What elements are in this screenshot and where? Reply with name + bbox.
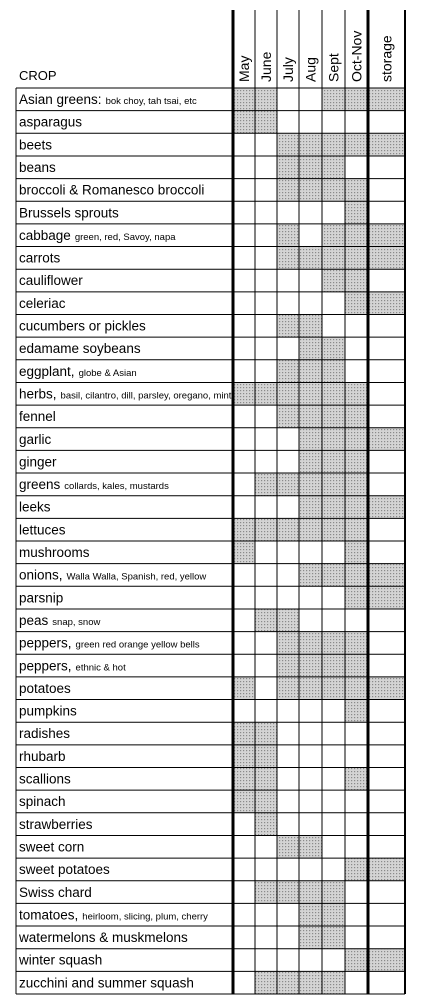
shaded-cell [255,88,277,111]
crop-name: spinach [19,794,66,810]
shaded-cell [277,224,299,247]
crop-name: onions, Walla Walla, Spanish, red, yellow [19,567,207,583]
shaded-cell [233,382,255,405]
shaded-cell [255,111,277,134]
shaded-cell [233,768,255,791]
shaded-cell [255,722,277,745]
shaded-cell [322,405,345,428]
crop-name: cauliflower [19,273,83,289]
shaded-cell [299,179,322,202]
month-label: May [236,55,252,82]
crop-name: strawberries [19,816,93,832]
crop-note: collards, kales, mustards [64,481,169,493]
crop-note: ethnic & hot [75,662,126,674]
crop-name: peas snap, snow [19,612,101,628]
shaded-cell [322,450,345,473]
shaded-cell [368,564,405,587]
shaded-cell [345,405,368,428]
crop-name: radishes [19,726,71,742]
shaded-cell [299,632,322,655]
shaded-cell [233,541,255,564]
shaded-cell [345,700,368,723]
shaded-cell [277,360,299,383]
shaded-cell [322,133,345,156]
shaded-cell [277,632,299,655]
shaded-cell [322,926,345,949]
crop-name: ginger [19,454,57,470]
shaded-cell [277,473,299,496]
shaded-cell [277,654,299,677]
crop-name: pumpkins [19,703,77,719]
shaded-cell [277,971,299,994]
shaded-cell [345,654,368,677]
shaded-cell [322,382,345,405]
crop-name: Swiss chard [19,884,92,900]
crop-name: peppers, green red orange yellow bells [19,635,200,651]
shaded-cell [299,881,322,904]
shaded-cell [299,518,322,541]
shaded-cell [322,360,345,383]
shaded-cell [345,428,368,451]
shaded-cell [233,88,255,111]
crop-name: broccoli & Romanesco broccoli [19,182,205,198]
shaded-cell [299,337,322,360]
crop-name: Asian greens: bok choy, tah tsai, etc [19,92,197,107]
shaded-cell [345,586,368,609]
shaded-cell [277,881,299,904]
crop-name: fennel [19,409,56,425]
crop-note: green, red, Savoy, napa [74,231,176,243]
shaded-cell [345,247,368,270]
crop-name: leeks [19,499,51,515]
shaded-cell [345,88,368,111]
crop-name: zucchini and summer squash [19,975,194,991]
shaded-cell [255,609,277,632]
shaded-cell [233,111,255,134]
shaded-cell [255,518,277,541]
shaded-cell [322,971,345,994]
shaded-cell [255,768,277,791]
month-label: Oct-Nov [348,30,365,82]
shaded-cell [368,496,405,519]
month-label: storage [378,35,395,82]
shaded-cell [299,450,322,473]
shaded-cell [345,179,368,202]
shaded-cell [345,201,368,224]
shaded-cell [299,360,322,383]
shaded-cell [255,382,277,405]
shaded-cell [299,315,322,338]
shaded-cell [255,473,277,496]
crop-name: scallions [19,771,71,787]
shaded-cell [322,677,345,700]
shaded-cell [345,292,368,315]
shaded-cell [322,269,345,292]
shaded-cell [345,564,368,587]
crop-name: rhubarb [19,748,66,764]
crop-name: cucumbers or pickles [19,318,146,334]
shaded-cell [345,224,368,247]
shaded-cell [322,654,345,677]
shaded-cell [345,496,368,519]
shaded-cell [277,315,299,338]
shaded-cell [299,903,322,926]
shaded-cell [233,677,255,700]
shaded-cell [322,564,345,587]
shaded-cell [322,518,345,541]
shaded-cell [299,564,322,587]
shaded-cell [322,88,345,111]
shaded-cell [368,88,405,111]
shaded-cell [368,677,405,700]
crop-note: heirloom, slicing, plum, cherry [82,911,208,923]
shaded-cell [322,179,345,202]
crop-name: lettuces [19,522,66,538]
crop-name: tomatoes, heirloom, slicing, plum, cherry [19,907,208,923]
shaded-cell [368,586,405,609]
crop-name: winter squash [19,952,103,968]
shaded-cell [368,949,405,972]
shaded-cell [322,337,345,360]
shaded-cell [368,428,405,451]
crop-name: eggplant, globe & Asian [19,363,137,379]
shaded-cell [322,156,345,179]
shaded-cell [345,541,368,564]
shaded-cell [322,247,345,270]
shaded-cell [299,926,322,949]
shaded-cell [322,881,345,904]
shaded-cell [345,768,368,791]
shaded-cell [322,473,345,496]
shaded-cell [345,949,368,972]
shaded-cell [299,382,322,405]
shaded-cell [322,224,345,247]
shaded-cell [299,496,322,519]
shaded-cell [233,518,255,541]
month-headers [236,31,395,82]
shaded-cell [255,745,277,768]
shaded-cell [277,518,299,541]
crop-name: celeriac [19,295,66,311]
shaded-cell [322,903,345,926]
shaded-cell [299,677,322,700]
crop-note: Walla Walla, Spanish, red, yellow [66,571,207,583]
shaded-cell [255,881,277,904]
shaded-cell [277,179,299,202]
shaded-cell [345,473,368,496]
crop-name: sweet potatoes [19,862,110,878]
crop-name: cabbage green, red, Savoy, napa [19,227,176,243]
crop-note: bok choy, tah tsai, etc [105,96,197,107]
crop-name: asparagus [19,114,83,130]
crop-name: potatoes [19,680,71,696]
crop-name: beets [19,137,53,153]
shaded-cell [277,609,299,632]
shaded-cell [255,813,277,836]
shaded-cell [345,518,368,541]
crop-name: herbs, basil, cilantro, dill, parsley, oregano, mint [19,386,232,402]
shaded-cell [299,971,322,994]
shaded-cell [368,858,405,881]
shaded-cell [277,677,299,700]
month-label: July [280,57,296,82]
shaded-cell [368,133,405,156]
month-label: Aug [302,57,319,82]
shaded-cell [299,428,322,451]
shaded-cell [299,405,322,428]
shaded-cell [277,156,299,179]
crop-name: peppers, ethnic & hot [19,658,126,674]
shaded-cell [322,632,345,655]
shaded-cell [345,382,368,405]
crop-name: sweet corn [19,839,85,855]
crop-note: globe & Asian [78,367,137,379]
shaded-cell [345,677,368,700]
shaded-cell [345,269,368,292]
shaded-cell [368,292,405,315]
shaded-cell [299,835,322,858]
shaded-cell [277,405,299,428]
shaded-cell [277,835,299,858]
crop-name: carrots [19,250,61,266]
crop-name: watermelons & muskmelons [19,930,188,946]
shaded-cell [233,722,255,745]
crop-note: basil, cilantro, dill, parsley, oregano, mint [60,390,232,402]
crop-name: mushrooms [19,545,90,560]
shaded-cell [299,133,322,156]
shaded-cell [233,790,255,813]
crop-note: snap, snow [52,616,101,628]
shaded-cell [233,745,255,768]
shaded-cell [277,133,299,156]
crop-name: Brussels sprouts [19,205,119,221]
shaded-cell [345,858,368,881]
month-label: Sept [325,53,342,82]
shaded-cell [299,156,322,179]
crop-name: beans [19,159,56,175]
shaded-cell [345,450,368,473]
shaded-cell [368,224,405,247]
shaded-cell [255,971,277,994]
shaded-cell [345,133,368,156]
shaded-cell [299,654,322,677]
month-label: June [258,51,274,82]
shaded-cell [299,247,322,270]
shaded-cell [345,632,368,655]
shaded-cell [322,428,345,451]
crop-note: green red orange yellow bells [75,639,200,651]
shaded-cell [322,496,345,519]
crop-name: greens collards, kales, mustards [19,477,169,493]
shaded-cell [368,247,405,270]
shaded-cell [255,790,277,813]
crop-name: garlic [19,431,52,447]
crop-name: parsnip [19,590,64,606]
shaded-cell [299,473,322,496]
shaded-cell [277,382,299,405]
crop-column-header: CROP [19,68,57,83]
crop-name: edamame soybeans [19,341,141,357]
shaded-cell [277,247,299,270]
